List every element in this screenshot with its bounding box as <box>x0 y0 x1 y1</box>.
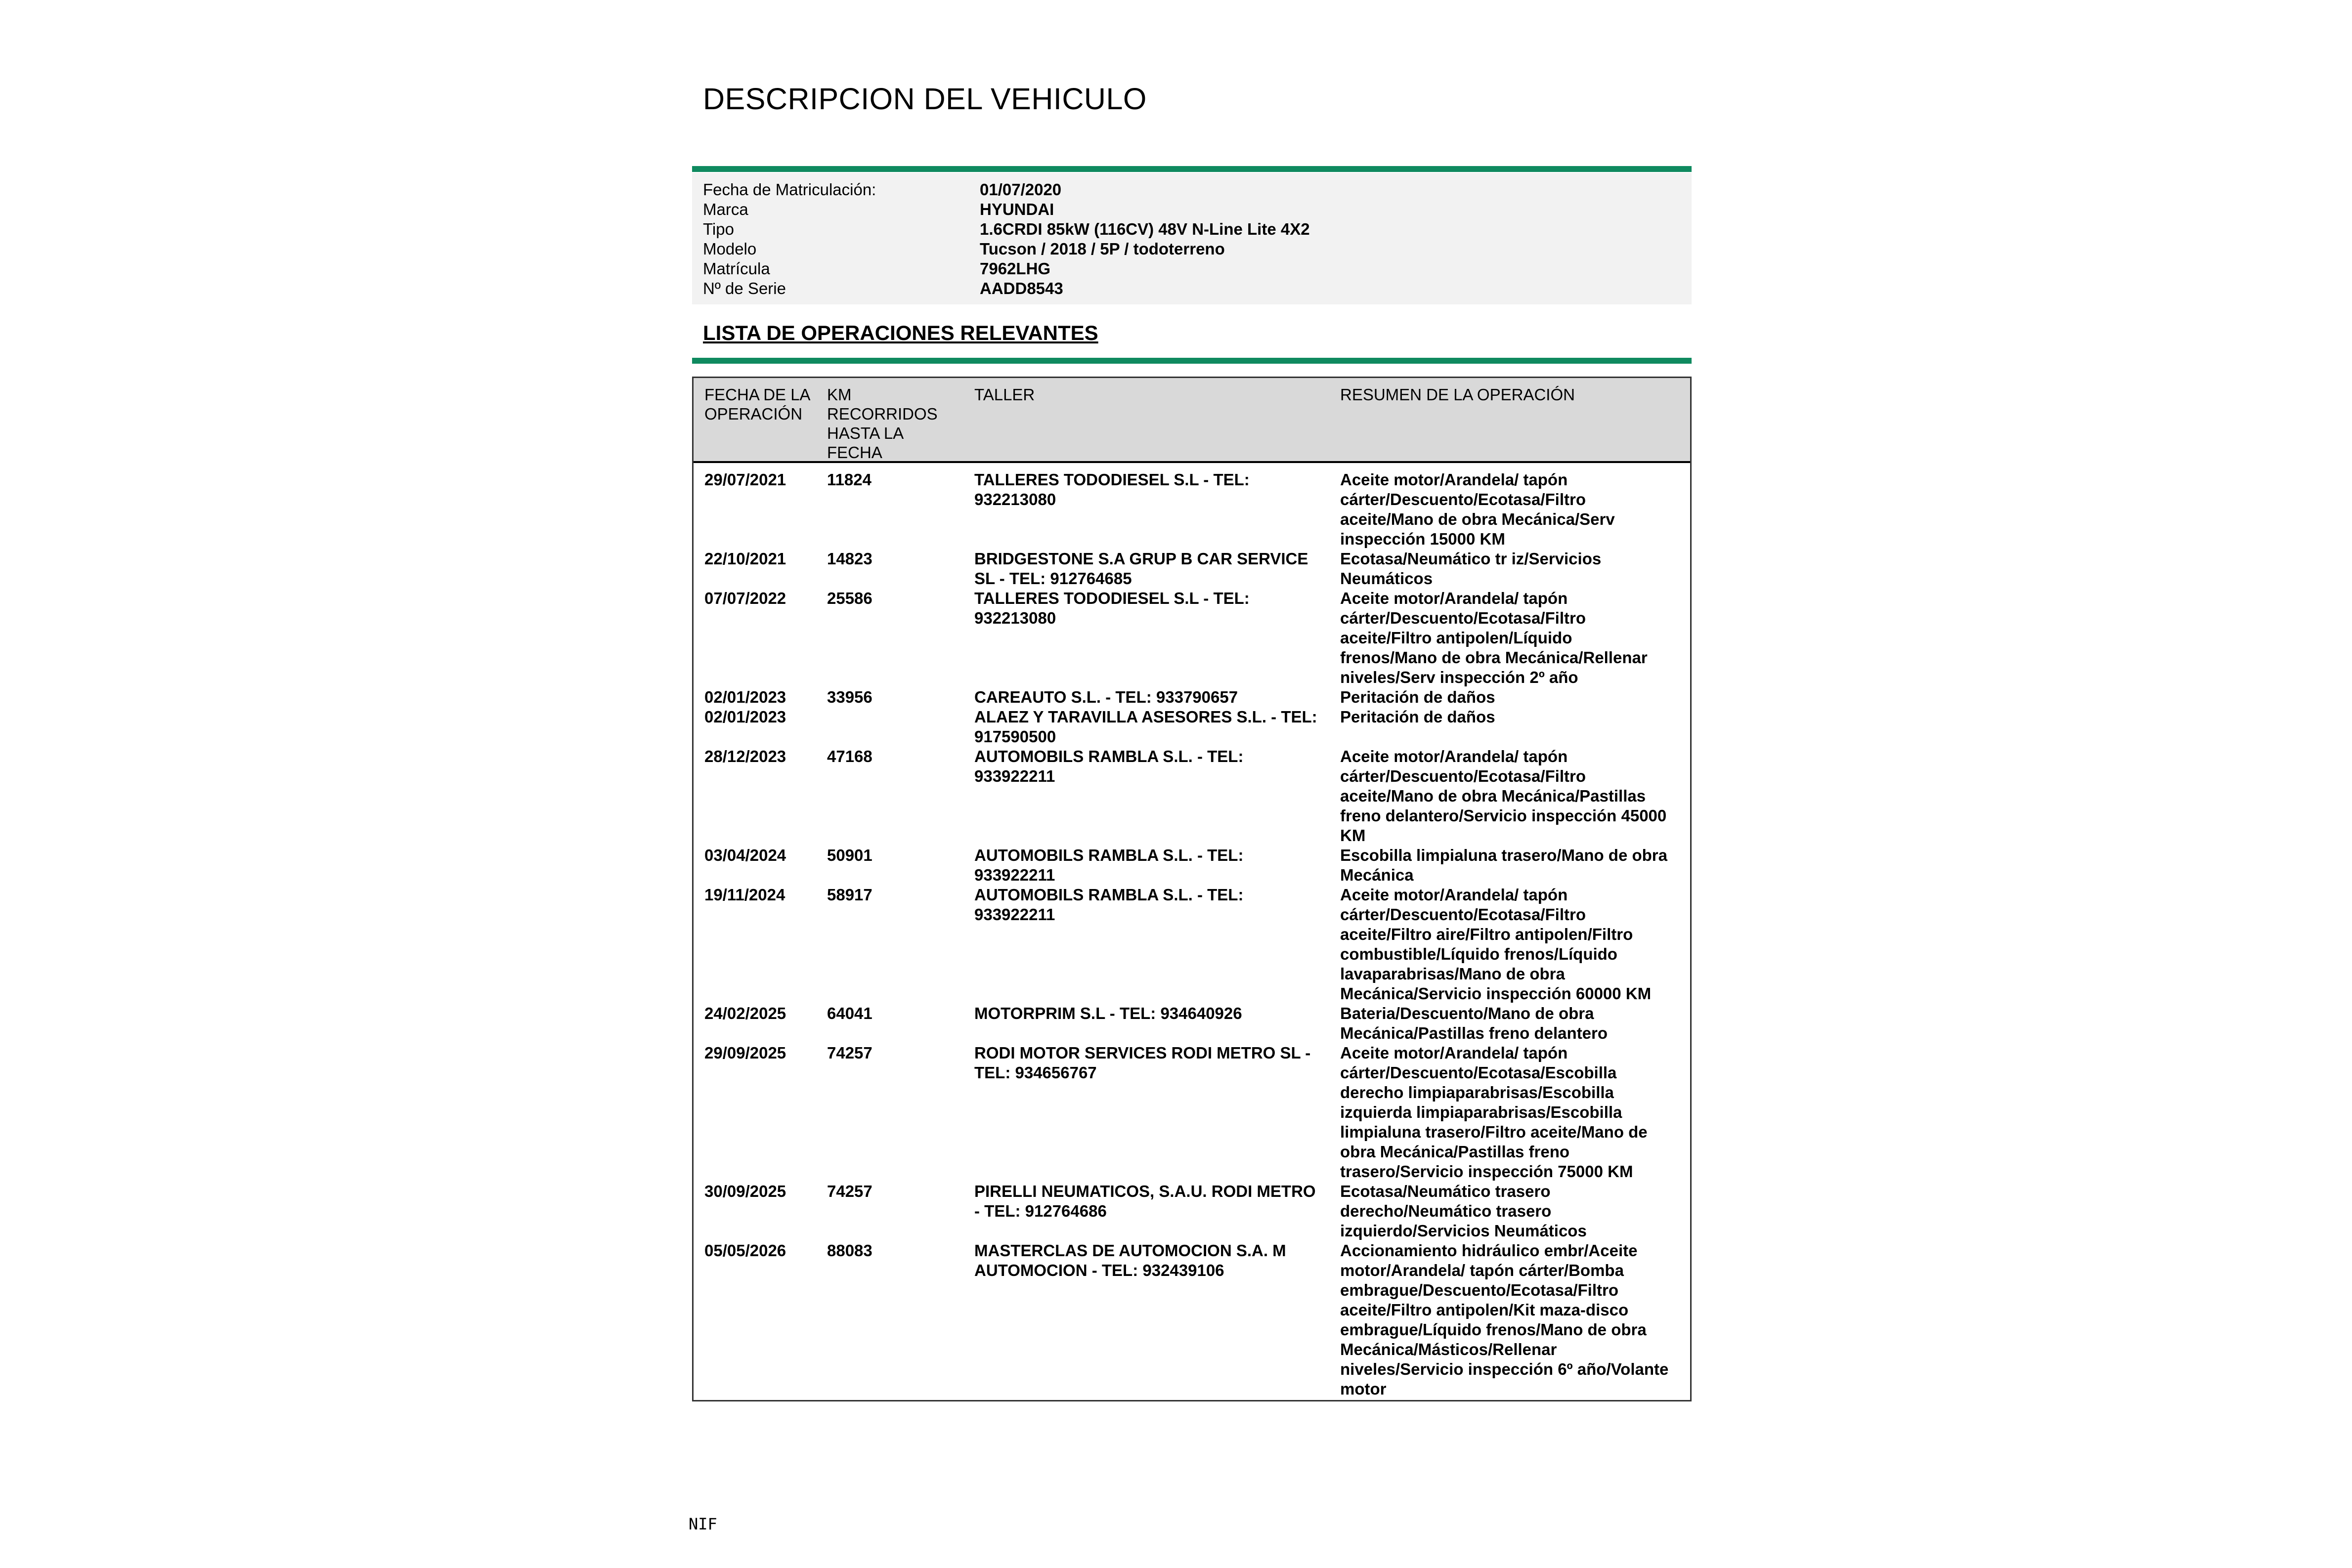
table-row <box>694 549 1690 589</box>
table-row <box>694 846 1690 885</box>
cell-resumen: Aceite motor/Arandela/ tapón cárter/Descuento/Ecotasa/Filtro aceite/Mano de obra Mecánica/Pastillas freno delantero/Servicio inspección 45000 KM <box>1340 747 1667 845</box>
cell-km: 11824 <box>827 470 871 489</box>
vehicle-field-row <box>703 219 1681 239</box>
vehicle-field-label: Modelo <box>703 240 757 258</box>
header-km: KM RECORRIDOS HASTA LA FECHA <box>827 385 938 462</box>
table-row <box>694 747 1690 846</box>
vehicle-field-label: Tipo <box>703 220 734 238</box>
cell-fecha: 02/01/2023 <box>704 688 786 706</box>
vehicle-field-value: HYUNDAI <box>980 200 1054 218</box>
cell-fecha: 03/04/2024 <box>704 846 786 864</box>
cell-taller: BRIDGESTONE S.A GRUP B CAR SERVICE SL - TEL: 912764685 <box>974 550 1308 588</box>
vehicle-field-row <box>703 279 1681 298</box>
cell-resumen: Bateria/Descuento/Mano de obra Mecánica/Pastillas freno delantero <box>1340 1004 1608 1042</box>
cell-fecha: 19/11/2024 <box>704 886 785 904</box>
table-row <box>694 1241 1690 1399</box>
cell-fecha: 30/09/2025 <box>704 1182 786 1200</box>
vehicle-field-value: 1.6CRDI 85kW (116CV) 48V N-Line Lite 4X2 <box>980 220 1310 238</box>
cell-fecha: 02/01/2023 <box>704 708 786 726</box>
cell-km: 88083 <box>827 1241 872 1260</box>
vehicle-field-label: Nº de Serie <box>703 279 786 297</box>
cell-fecha: 05/05/2026 <box>704 1241 786 1260</box>
cell-fecha: 28/12/2023 <box>704 747 786 765</box>
cell-fecha: 29/09/2025 <box>704 1044 786 1062</box>
operations-section-title: LISTA DE OPERACIONES RELEVANTES <box>703 321 1098 344</box>
cell-km: 25586 <box>827 589 872 607</box>
cell-taller: MOTORPRIM S.L - TEL: 934640926 <box>974 1004 1242 1022</box>
vehicle-field-value: 7962LHG <box>980 259 1051 278</box>
cell-resumen: Aceite motor/Arandela/ tapón cárter/Descuento/Ecotasa/Filtro aceite/Filtro antipolen/Líquido frenos/Mano de obra Mecánica/Rellenar niveles/Serv inspección 2º año <box>1340 589 1648 686</box>
cell-km: 47168 <box>827 747 872 765</box>
header-taller: TALLER <box>974 385 1035 404</box>
vehicle-field-label: Fecha de Matriculación: <box>703 180 876 199</box>
table-header <box>694 378 1690 463</box>
cell-resumen: Ecotasa/Neumático tr iz/Servicios Neumáticos <box>1340 550 1602 588</box>
vehicle-details <box>692 173 1692 304</box>
vehicle-field-row <box>703 180 1681 200</box>
cell-km: 74257 <box>827 1182 872 1200</box>
cell-resumen: Peritación de daños <box>1340 688 1495 706</box>
cell-resumen: Escobilla limpialuna trasero/Mano de obra Mecánica <box>1340 846 1667 884</box>
cell-resumen: Accionamiento hidráulico embr/Aceite motor/Arandela/ tapón cárter/Bomba embrague/Descuento/Ecotasa/Filtro aceite/Filtro antipolen/Kit maza-disco embrague/Líquido frenos/Mano de obra Mecánica/Másticos/Rellenar niveles/Servicio inspección 6º año/Volante motor <box>1340 1241 1669 1398</box>
table-row <box>694 589 1690 687</box>
table-row <box>694 707 1690 747</box>
table-body <box>694 463 1690 1399</box>
cell-taller: ALAEZ Y TARAVILLA ASESORES S.L. - TEL: 917590500 <box>974 708 1317 746</box>
cell-taller: MASTERCLAS DE AUTOMOCION S.A. M AUTOMOCION - TEL: 932439106 <box>974 1241 1286 1279</box>
cell-resumen: Aceite motor/Arandela/ tapón cárter/Descuento/Ecotasa/Escobilla derecho limpiaparabrisas/Escobilla izquierda limpiaparabrisas/Escobilla limpialuna trasero/Filtro aceite/Mano de obra Mecánica/Pastillas freno trasero/Servicio inspección 75000 KM <box>1340 1044 1648 1181</box>
cell-km: 64041 <box>827 1004 872 1022</box>
table-row <box>694 1043 1690 1182</box>
cell-taller: PIRELLI NEUMATICOS, S.A.U. RODI METRO - TEL: 912764686 <box>974 1182 1316 1220</box>
cell-km: 50901 <box>827 846 872 864</box>
cell-km: 14823 <box>827 550 872 568</box>
cell-taller: AUTOMOBILS RAMBLA S.L. - TEL: 933922211 <box>974 886 1244 924</box>
cell-taller: AUTOMOBILS RAMBLA S.L. - TEL: 933922211 <box>974 846 1244 884</box>
table-row <box>694 1182 1690 1241</box>
cell-resumen: Peritación de daños <box>1340 708 1495 726</box>
cell-resumen: Ecotasa/Neumático trasero derecho/Neumático trasero izquierdo/Servicios Neumáticos <box>1340 1182 1587 1240</box>
table-row <box>694 1004 1690 1043</box>
table-row <box>694 687 1690 707</box>
header-resumen: RESUMEN DE LA OPERACIÓN <box>1340 385 1575 404</box>
document-title: DESCRIPCION DEL VEHICULO <box>703 82 1147 116</box>
vehicle-field-row <box>703 239 1681 259</box>
table-row <box>694 470 1690 549</box>
cell-km: 58917 <box>827 886 872 904</box>
cell-taller: TALLERES TODODIESEL S.L - TEL: 932213080 <box>974 589 1250 627</box>
vehicle-field-value: Tucson / 2018 / 5P / todoterreno <box>980 240 1225 258</box>
cell-taller: TALLERES TODODIESEL S.L - TEL: 932213080 <box>974 470 1250 509</box>
operations-table <box>692 377 1692 1401</box>
vehicle-field-row <box>703 200 1681 219</box>
cell-taller: CAREAUTO S.L. - TEL: 933790657 <box>974 688 1238 706</box>
cell-fecha: 22/10/2021 <box>704 550 786 568</box>
vehicle-field-value: 01/07/2020 <box>980 180 1062 199</box>
cell-fecha: 29/07/2021 <box>704 470 786 489</box>
cell-taller: AUTOMOBILS RAMBLA S.L. - TEL: 933922211 <box>974 747 1244 785</box>
vehicle-field-value: AADD8543 <box>980 279 1063 297</box>
vehicle-field-label: Matrícula <box>703 259 770 278</box>
cell-taller: RODI MOTOR SERVICES RODI METRO SL - TEL: 934656767 <box>974 1044 1311 1082</box>
cell-resumen: Aceite motor/Arandela/ tapón cárter/Descuento/Ecotasa/Filtro aceite/Filtro aire/Filtro antipolen/Filtro combustible/Líquido frenos/Líquido lavaparabrisas/Mano de obra Mecánica/Servicio inspección 60000 KM <box>1340 886 1652 1003</box>
section-divider-top <box>692 166 1692 172</box>
cell-fecha: 07/07/2022 <box>704 589 786 607</box>
header-fecha: FECHA DE LA OPERACIÓN <box>704 385 810 423</box>
cell-km <box>827 707 974 747</box>
cell-resumen: Aceite motor/Arandela/ tapón cárter/Descuento/Ecotasa/Filtro aceite/Mano de obra Mecánica/Serv inspección 15000 KM <box>1340 470 1615 548</box>
cell-fecha: 24/02/2025 <box>704 1004 786 1022</box>
section-divider-operations <box>692 358 1692 364</box>
vehicle-field-label: Marca <box>703 200 748 218</box>
cell-km: 33956 <box>827 688 872 706</box>
vehicle-field-row <box>703 259 1681 279</box>
cell-km: 74257 <box>827 1044 872 1062</box>
table-row <box>694 885 1690 1004</box>
footer-nif: NIF <box>689 1515 717 1533</box>
